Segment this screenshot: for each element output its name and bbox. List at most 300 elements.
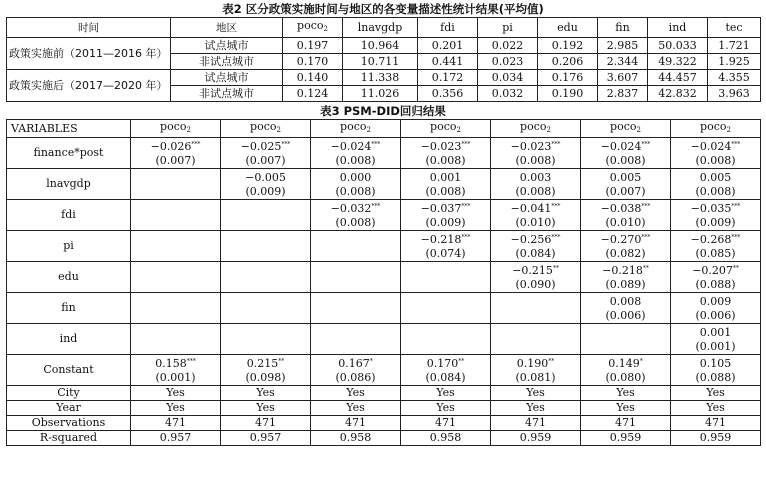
footer-row [7, 401, 761, 416]
coef-cell [401, 355, 491, 372]
header-label: fdi [440, 21, 455, 34]
coef-row [7, 169, 761, 186]
significance-stars: ** [552, 265, 559, 272]
footer-value: Yes [221, 386, 311, 401]
dep-var-header [671, 120, 761, 138]
value-cell: 0.176 [538, 70, 598, 86]
se-cell [311, 340, 401, 355]
header-label: lnavgdp [357, 21, 403, 34]
coef-cell [401, 293, 491, 310]
value-cell: 3.607 [598, 70, 648, 86]
footer-value: Yes [401, 401, 491, 416]
se-cell: (0.074) [401, 247, 491, 262]
coef-cell [221, 200, 311, 217]
se-cell [131, 216, 221, 231]
value-cell: 44.457 [648, 70, 708, 86]
coef-value: −0.025 [240, 140, 282, 153]
se-cell: (0.081) [491, 371, 581, 386]
dep-var-header [311, 120, 401, 138]
table3-caption: 表3 PSM-DID回归结果 [320, 104, 446, 118]
dep-var-label: poco [520, 120, 547, 133]
significance-stars: *** [731, 203, 741, 210]
significance-stars: *** [371, 141, 381, 148]
significance-stars: * [369, 358, 373, 365]
coef-value: 0.005 [609, 171, 642, 184]
table2-header-cell [478, 18, 538, 38]
header-label: 地区 [216, 21, 237, 34]
coef-value: −0.218 [602, 264, 643, 277]
significance-stars: *** [191, 141, 201, 148]
subscript: 2 [546, 126, 551, 134]
value-cell: 2.344 [598, 54, 648, 70]
footer-value: Yes [491, 386, 581, 401]
coef-cell [131, 138, 221, 155]
subscript: 2 [456, 126, 461, 134]
footer-label: Observations [7, 416, 131, 431]
coef-value: 0.008 [609, 295, 642, 308]
coef-cell [401, 138, 491, 155]
coef-value: −0.024 [690, 140, 732, 153]
significance-stars: *** [281, 141, 291, 148]
coef-row [7, 293, 761, 310]
se-cell: (0.008) [491, 154, 581, 169]
table2-header-cell [171, 18, 283, 38]
period-cell: 政策实施前（2011—2016 年） [7, 38, 171, 70]
table2-header-cell [538, 18, 598, 38]
value-cell: 0.356 [418, 86, 478, 102]
significance-stars: *** [551, 234, 561, 241]
value-cell: 11.338 [343, 70, 418, 86]
coef-cell [671, 169, 761, 186]
dep-var-header [581, 120, 671, 138]
se-cell [131, 278, 221, 293]
coef-cell [671, 138, 761, 155]
footer-label: R-squared [7, 431, 131, 446]
coef-cell [491, 231, 581, 248]
se-cell: (0.008) [401, 154, 491, 169]
coef-value: −0.270 [600, 233, 642, 246]
se-cell: (0.080) [581, 371, 671, 386]
se-cell: (0.008) [311, 154, 401, 169]
se-cell: (0.008) [311, 185, 401, 200]
footer-label: City [7, 386, 131, 401]
coef-value: −0.032 [330, 202, 372, 215]
coef-cell [311, 138, 401, 155]
value-cell: 0.201 [418, 38, 478, 54]
se-cell: (0.086) [311, 371, 401, 386]
footer-value: 0.959 [581, 431, 671, 446]
coef-cell [221, 138, 311, 155]
coef-value: 0.190 [516, 357, 549, 370]
coef-row [7, 355, 761, 372]
coef-value: −0.256 [510, 233, 552, 246]
value-cell: 0.197 [283, 38, 343, 54]
significance-stars: *** [641, 234, 651, 241]
coef-value: −0.037 [420, 202, 462, 215]
se-cell [311, 278, 401, 293]
coef-cell [491, 138, 581, 155]
coef-row [7, 324, 761, 341]
table2-header-cell [7, 18, 171, 38]
table2-header-row [7, 18, 761, 38]
coef-cell [131, 262, 221, 279]
coef-value: 0.000 [339, 171, 372, 184]
value-cell: 0.192 [538, 38, 598, 54]
value-cell: 11.026 [343, 86, 418, 102]
footer-row [7, 416, 761, 431]
coef-value: −0.023 [420, 140, 462, 153]
variable-name: Constant [7, 355, 131, 386]
footer-value: 471 [221, 416, 311, 431]
coef-value: −0.207 [692, 264, 733, 277]
se-cell: (0.007) [581, 185, 671, 200]
coef-row [7, 138, 761, 155]
coef-cell [671, 200, 761, 217]
footer-value: 0.957 [131, 431, 221, 446]
se-cell: (0.088) [671, 278, 761, 293]
coef-cell [401, 231, 491, 248]
se-cell: (0.001) [131, 371, 221, 386]
coef-cell [491, 262, 581, 279]
coef-value: 0.158 [155, 357, 187, 370]
coef-cell [311, 324, 401, 341]
footer-value: Yes [671, 386, 761, 401]
significance-stars: ** [642, 265, 649, 272]
coef-row [7, 231, 761, 248]
se-cell: (0.009) [221, 185, 311, 200]
significance-stars: *** [461, 203, 471, 210]
value-cell: 49.322 [648, 54, 708, 70]
coef-cell [491, 324, 581, 341]
region-cell: 非试点城市 [171, 54, 283, 70]
value-cell: 1.925 [708, 54, 761, 70]
footer-value: 471 [311, 416, 401, 431]
significance-stars: *** [731, 234, 741, 241]
coef-value: −0.041 [510, 202, 552, 215]
se-cell: (0.089) [581, 278, 671, 293]
coef-cell [221, 324, 311, 341]
footer-value: 0.957 [221, 431, 311, 446]
coef-cell [671, 355, 761, 372]
coef-cell [131, 231, 221, 248]
coef-cell [311, 200, 401, 217]
coef-cell [491, 200, 581, 217]
subscript: 2 [726, 126, 731, 134]
dep-var-header [131, 120, 221, 138]
value-cell: 0.441 [418, 54, 478, 70]
coef-cell [221, 293, 311, 310]
footer-value: 471 [491, 416, 581, 431]
dep-var-label: poco [430, 120, 457, 133]
se-cell: (0.001) [671, 340, 761, 355]
coef-cell [221, 231, 311, 248]
footer-value: 471 [581, 416, 671, 431]
value-cell: 0.206 [538, 54, 598, 70]
coef-cell [671, 324, 761, 341]
coef-cell [401, 169, 491, 186]
se-cell: (0.008) [581, 154, 671, 169]
significance-stars: *** [186, 358, 196, 365]
coef-value: 0.105 [699, 357, 732, 370]
value-cell: 50.033 [648, 38, 708, 54]
se-cell [581, 340, 671, 355]
significance-stars: ** [278, 358, 285, 365]
header-label: edu [557, 21, 578, 34]
value-cell: 0.022 [478, 38, 538, 54]
se-cell: (0.009) [671, 216, 761, 231]
se-cell: (0.084) [401, 371, 491, 386]
coef-value: −0.218 [420, 233, 462, 246]
coef-cell [131, 200, 221, 217]
coef-cell [311, 169, 401, 186]
coef-value: −0.024 [330, 140, 372, 153]
coef-value: 0.005 [699, 171, 732, 184]
se-cell [401, 340, 491, 355]
footer-value: 0.958 [401, 431, 491, 446]
significance-stars: *** [641, 141, 651, 148]
footer-value: 0.959 [671, 431, 761, 446]
footer-value: Yes [581, 386, 671, 401]
coef-cell [491, 169, 581, 186]
se-cell: (0.008) [401, 185, 491, 200]
subscript: 2 [323, 25, 328, 33]
footer-value: Yes [311, 401, 401, 416]
se-cell: (0.008) [491, 185, 581, 200]
coef-cell [221, 355, 311, 372]
coef-cell [401, 262, 491, 279]
variable-name: pi [7, 231, 131, 262]
se-cell: (0.008) [311, 216, 401, 231]
dep-var-label: poco [250, 120, 277, 133]
coef-cell [581, 355, 671, 372]
value-cell: 2.837 [598, 86, 648, 102]
coef-cell [401, 200, 491, 217]
coef-cell [311, 355, 401, 372]
footer-value: Yes [401, 386, 491, 401]
coef-value: −0.215 [512, 264, 553, 277]
significance-stars: ** [732, 265, 739, 272]
se-cell: (0.007) [221, 154, 311, 169]
corner-label: VARIABLES [7, 120, 131, 138]
variable-name: finance*post [7, 138, 131, 169]
coef-cell [671, 262, 761, 279]
significance-stars: *** [641, 203, 651, 210]
significance-stars: *** [551, 141, 561, 148]
significance-stars: *** [461, 141, 471, 148]
footer-value: Yes [671, 401, 761, 416]
significance-stars: ** [548, 358, 555, 365]
coef-cell [131, 355, 221, 372]
subscript: 2 [186, 126, 191, 134]
table2-header-cell [343, 18, 418, 38]
table2-header-cell [708, 18, 761, 38]
footer-value: 0.958 [311, 431, 401, 446]
value-cell: 1.721 [708, 38, 761, 54]
dep-var-header [491, 120, 581, 138]
footer-value: Yes [581, 401, 671, 416]
dep-var-label: poco [160, 120, 187, 133]
se-cell [131, 309, 221, 324]
table2-descriptive-stats [6, 17, 761, 102]
value-cell: 42.832 [648, 86, 708, 102]
value-cell: 4.355 [708, 70, 761, 86]
se-cell [131, 340, 221, 355]
value-cell: 0.172 [418, 70, 478, 86]
value-cell: 0.190 [538, 86, 598, 102]
se-cell: (0.006) [581, 309, 671, 324]
dep-var-header [401, 120, 491, 138]
header-label: fin [615, 21, 630, 34]
se-cell [221, 309, 311, 324]
table3-psm-did-results [6, 119, 761, 446]
coef-cell [671, 293, 761, 310]
se-cell: (0.008) [671, 185, 761, 200]
coef-value: −0.035 [690, 202, 732, 215]
se-cell [221, 216, 311, 231]
coef-value: −0.038 [600, 202, 642, 215]
significance-stars: *** [551, 203, 561, 210]
coef-row [7, 200, 761, 217]
footer-value: 471 [401, 416, 491, 431]
se-cell [311, 247, 401, 262]
variable-name: fin [7, 293, 131, 324]
se-cell [401, 309, 491, 324]
coef-value: −0.026 [150, 140, 192, 153]
coef-value: 0.009 [699, 295, 732, 308]
dep-var-header [221, 120, 311, 138]
period-cell: 政策实施后（2017—2020 年） [7, 70, 171, 102]
significance-stars: * [639, 358, 643, 365]
subscript: 2 [366, 126, 371, 134]
table2-header-cell [418, 18, 478, 38]
value-cell: 0.170 [283, 54, 343, 70]
coef-cell [581, 324, 671, 341]
coef-cell [401, 324, 491, 341]
coef-value: 0.149 [608, 357, 640, 370]
se-cell: (0.007) [131, 154, 221, 169]
value-cell: 10.964 [343, 38, 418, 54]
coef-cell [311, 231, 401, 248]
significance-stars: *** [731, 141, 741, 148]
significance-stars: ** [458, 358, 465, 365]
coef-cell [581, 169, 671, 186]
footer-value: 0.959 [491, 431, 581, 446]
coef-cell [491, 355, 581, 372]
coef-row [7, 262, 761, 279]
se-cell: (0.088) [671, 371, 761, 386]
region-cell: 非试点城市 [171, 86, 283, 102]
coef-cell [221, 262, 311, 279]
coef-value: 0.001 [429, 171, 462, 184]
significance-stars: *** [461, 234, 471, 241]
coef-value: 0.001 [699, 326, 732, 339]
value-cell: 2.985 [598, 38, 648, 54]
se-cell: (0.084) [491, 247, 581, 262]
region-cell: 试点城市 [171, 38, 283, 54]
coef-cell [131, 169, 221, 186]
se-cell [221, 340, 311, 355]
coef-cell [581, 262, 671, 279]
table2-header-cell [648, 18, 708, 38]
footer-value: Yes [131, 401, 221, 416]
coef-value: −0.005 [245, 171, 286, 184]
se-cell: (0.082) [581, 247, 671, 262]
coef-cell [671, 231, 761, 248]
coef-cell [131, 293, 221, 310]
se-cell: (0.009) [401, 216, 491, 231]
variable-name: lnavgdp [7, 169, 131, 200]
se-cell [311, 309, 401, 324]
footer-row [7, 431, 761, 446]
header-label: ind [668, 21, 687, 34]
coef-value: −0.023 [510, 140, 552, 153]
subscript: 2 [636, 126, 641, 134]
coef-cell [581, 293, 671, 310]
footer-row [7, 386, 761, 401]
value-cell: 10.711 [343, 54, 418, 70]
region-cell: 试点城市 [171, 70, 283, 86]
coef-cell [491, 293, 581, 310]
table2-header-cell [598, 18, 648, 38]
coef-value: 0.170 [426, 357, 459, 370]
header-label: pi [502, 21, 513, 34]
coef-value: 0.003 [519, 171, 552, 184]
se-cell: (0.010) [581, 216, 671, 231]
se-cell [131, 185, 221, 200]
se-cell [221, 278, 311, 293]
se-cell [491, 309, 581, 324]
variable-name: fdi [7, 200, 131, 231]
footer-value: Yes [491, 401, 581, 416]
coef-value: 0.215 [246, 357, 279, 370]
table-row [7, 38, 761, 54]
header-label: poco [297, 19, 324, 32]
coef-value: −0.024 [600, 140, 642, 153]
table2-header-cell [283, 18, 343, 38]
footer-value: Yes [221, 401, 311, 416]
se-cell: (0.098) [221, 371, 311, 386]
coef-cell [221, 169, 311, 186]
se-cell: (0.085) [671, 247, 761, 262]
coef-cell [311, 293, 401, 310]
footer-value: Yes [311, 386, 401, 401]
coef-cell [311, 262, 401, 279]
se-cell: (0.006) [671, 309, 761, 324]
variable-name: edu [7, 262, 131, 293]
value-cell: 0.032 [478, 86, 538, 102]
dep-var-label: poco [700, 120, 727, 133]
coef-value: −0.268 [690, 233, 732, 246]
table3-header-row [7, 120, 761, 138]
coef-cell [581, 200, 671, 217]
footer-value: Yes [131, 386, 221, 401]
se-cell [401, 278, 491, 293]
se-cell [131, 247, 221, 262]
value-cell: 3.963 [708, 86, 761, 102]
footer-value: 471 [131, 416, 221, 431]
coef-cell [131, 324, 221, 341]
coef-value: 0.167 [338, 357, 370, 370]
value-cell: 0.124 [283, 86, 343, 102]
se-cell: (0.010) [491, 216, 581, 231]
coef-cell [581, 231, 671, 248]
se-cell [221, 247, 311, 262]
value-cell: 0.034 [478, 70, 538, 86]
header-label: tec [725, 21, 743, 34]
value-cell: 0.023 [478, 54, 538, 70]
se-cell: (0.090) [491, 278, 581, 293]
table-row [7, 70, 761, 86]
